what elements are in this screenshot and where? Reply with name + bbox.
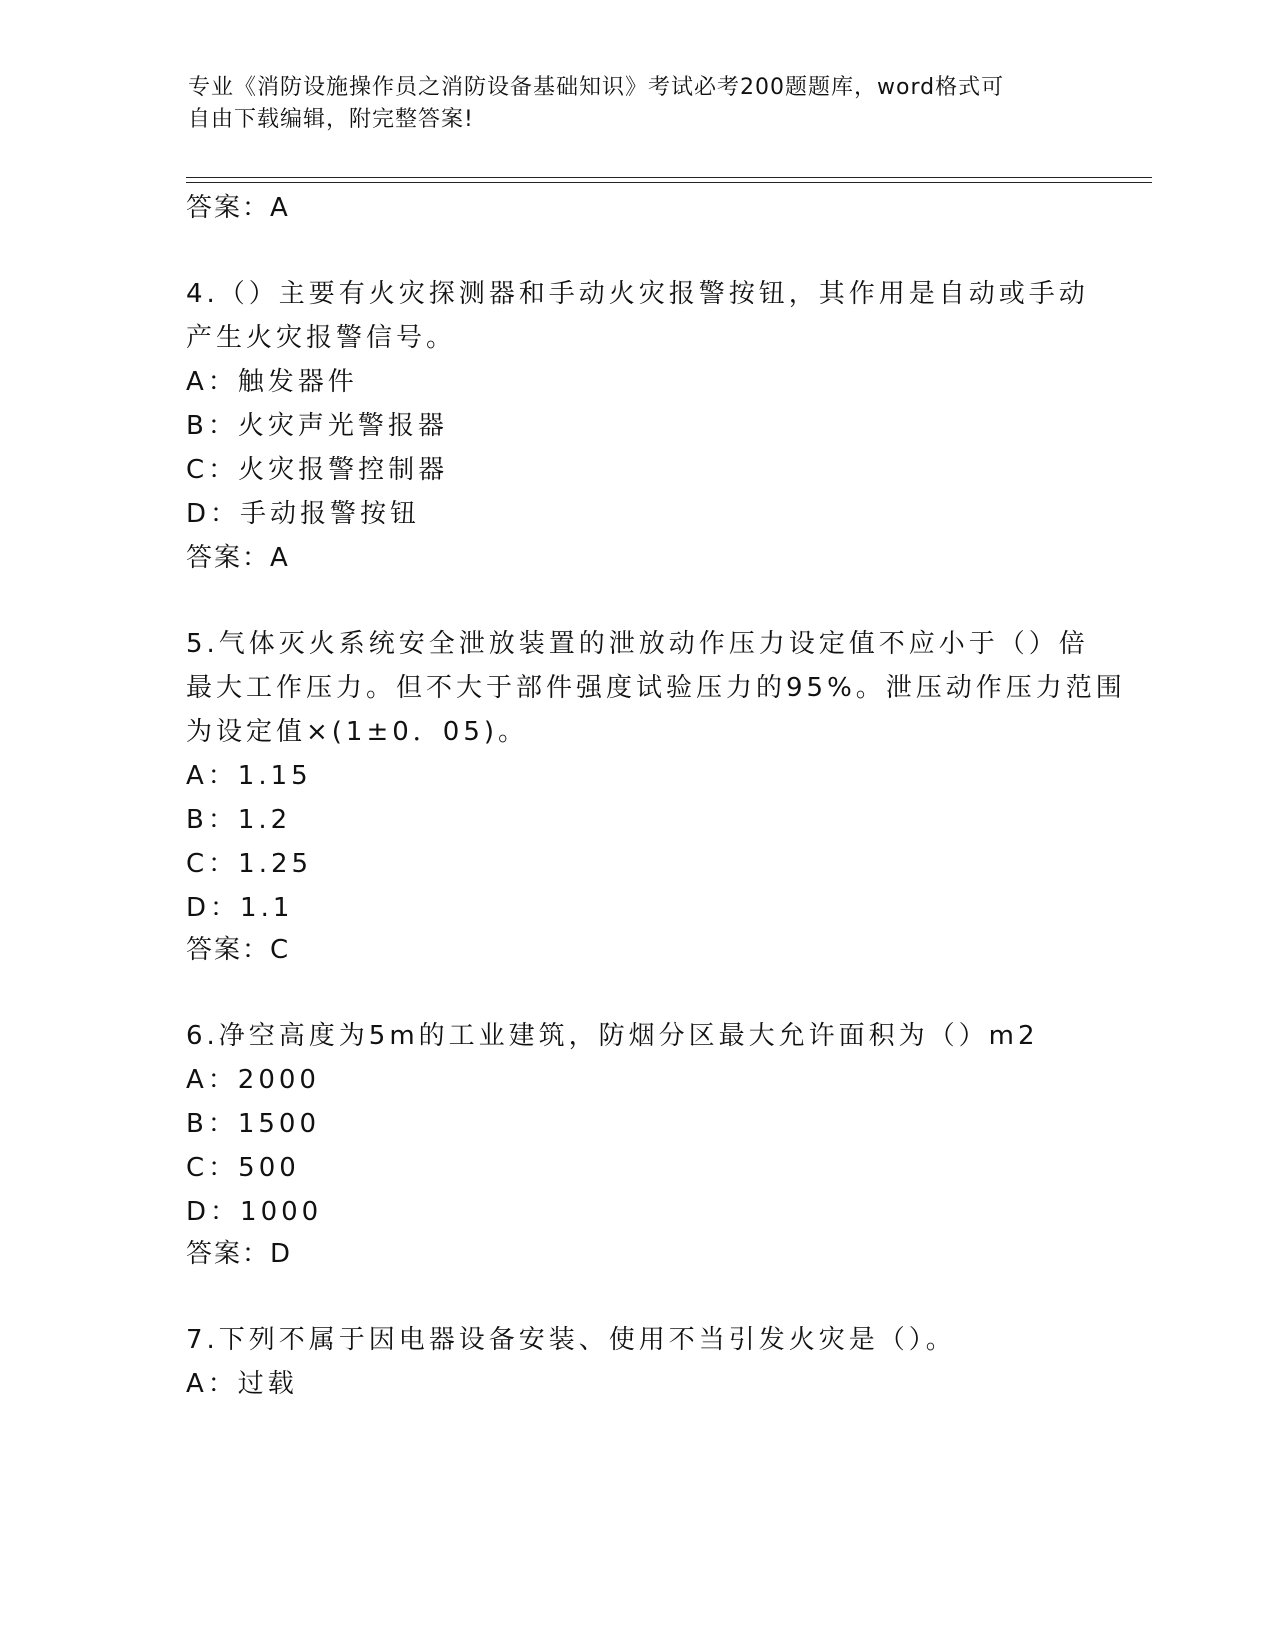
option-a: A：1.15 bbox=[186, 761, 312, 791]
document-header bbox=[188, 72, 1068, 136]
option-a: A：过载 bbox=[186, 1369, 298, 1399]
option-b: B：火灾声光警报器 bbox=[186, 411, 448, 441]
answer: 答案：A bbox=[186, 543, 290, 573]
prev-answer: 答案：A bbox=[186, 193, 290, 223]
question-text-line: 6.净空高度为5m的工业建筑，防烟分区最大允许面积为（）m2 bbox=[186, 1021, 1039, 1051]
option-d: D：手动报警按钮 bbox=[186, 499, 421, 529]
question-text-line: 最大工作压力。但不大于部件强度试验压力的95%。泄压动作压力范围 bbox=[186, 673, 1126, 703]
option-d: D：1000 bbox=[186, 1197, 323, 1227]
question-text-line: 产生火灾报警信号。 bbox=[186, 323, 457, 353]
answer: 答案：D bbox=[186, 1239, 293, 1269]
header-line-1: 专业《消防设施操作员之消防设备基础知识》考试必考200题题库，word格式可 bbox=[188, 75, 1005, 100]
question-text-line: 为设定值×(1±0．05)。 bbox=[186, 717, 529, 747]
option-a: A：2000 bbox=[186, 1065, 320, 1095]
header-divider-top bbox=[186, 177, 1152, 178]
answer: 答案：C bbox=[186, 935, 291, 965]
option-a: A：触发器件 bbox=[186, 367, 358, 397]
header-line-2: 自由下载编辑，附完整答案! bbox=[188, 107, 474, 132]
option-c: C：500 bbox=[186, 1153, 300, 1183]
question-text-line: 4.（）主要有火灾探测器和手动火灾报警按钮，其作用是自动或手动 bbox=[186, 279, 1089, 309]
option-c: C：1.25 bbox=[186, 849, 313, 879]
question-text-line: 5.气体灭火系统安全泄放装置的泄放动作压力设定值不应小于（）倍 bbox=[186, 629, 1089, 659]
header-divider-bottom bbox=[186, 182, 1152, 183]
option-c: C：火灾报警控制器 bbox=[186, 455, 449, 485]
option-b: B：1.2 bbox=[186, 805, 292, 835]
option-b: B：1500 bbox=[186, 1109, 321, 1139]
option-d: D：1.1 bbox=[186, 893, 294, 923]
question-text-line: 7.下列不属于因电器设备安装、使用不当引发火灾是（）。 bbox=[186, 1325, 956, 1355]
